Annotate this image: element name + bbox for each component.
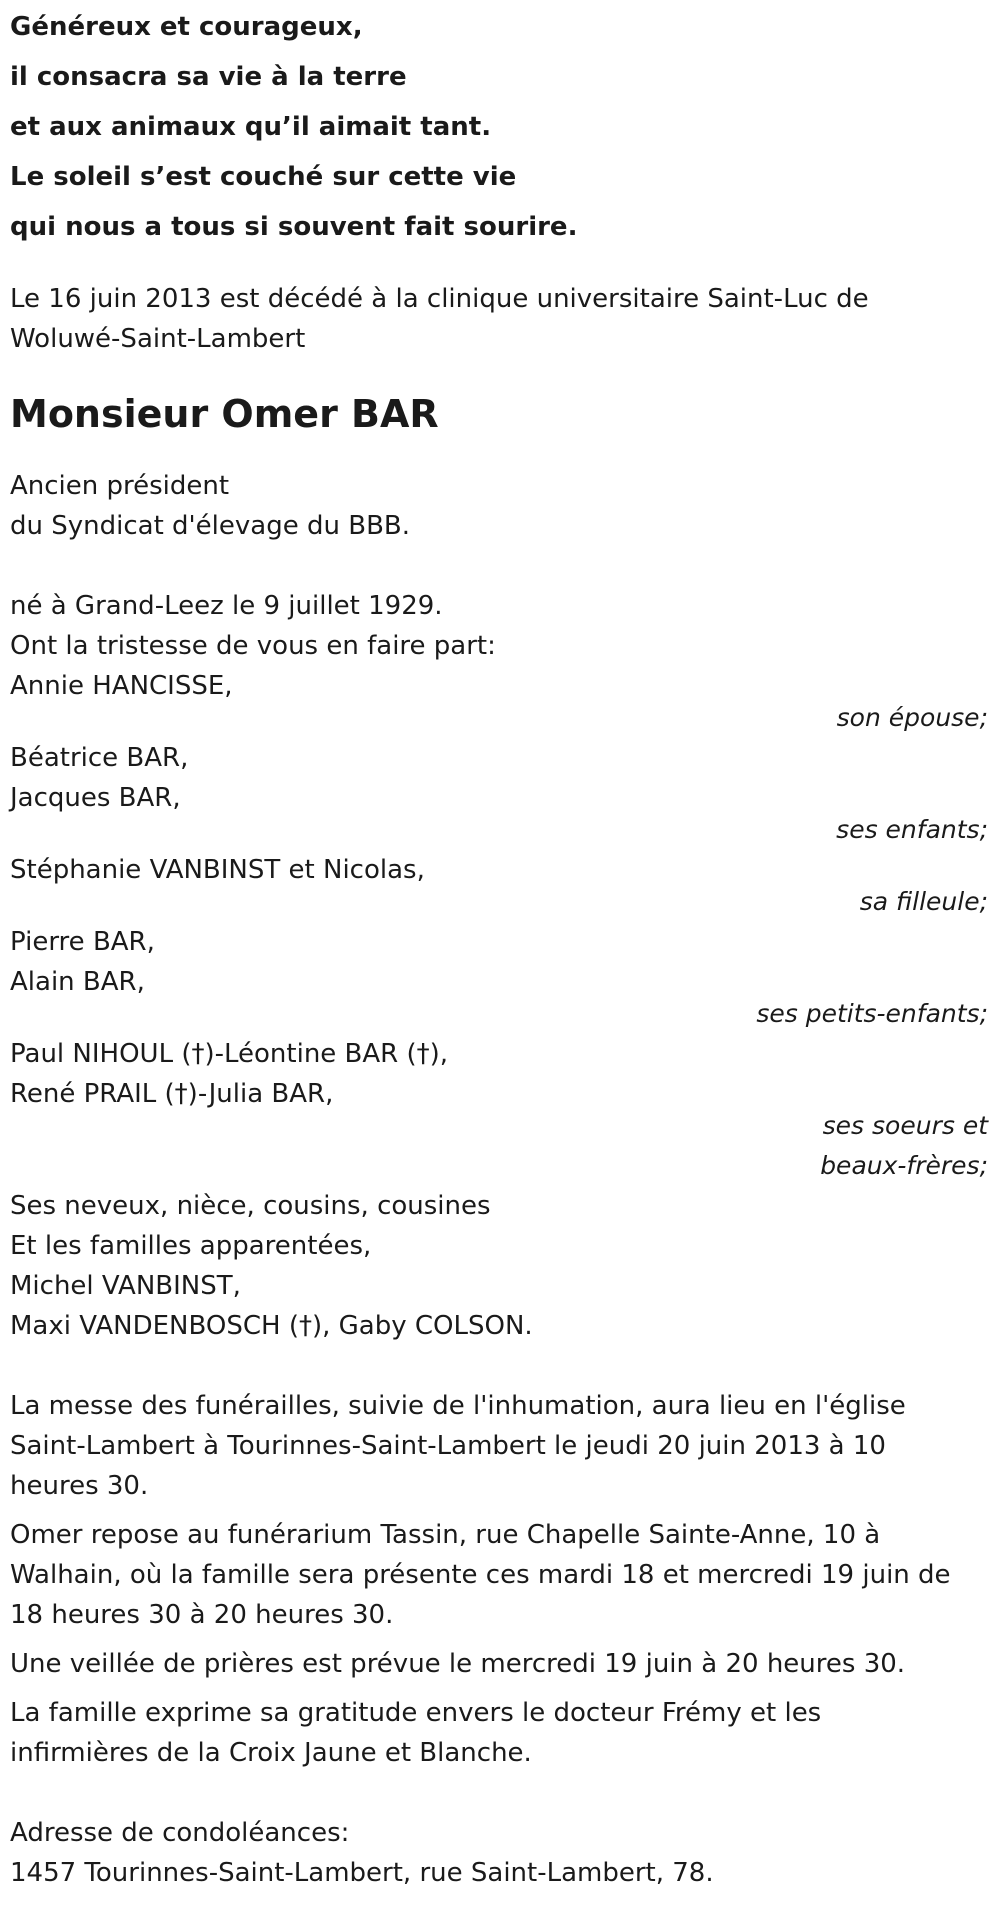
family-list (10, 666, 990, 1186)
family-name: Stéphanie VANBINST et Nicolas, (10, 855, 425, 885)
family-name: Annie HANCISSE, (10, 671, 233, 701)
funerarium-info (10, 1515, 990, 1635)
title-line: du Syndicat d'élevage du BBB. (10, 511, 411, 541)
intro-line: Le 16 juin 2013 est décédé à la clinique universitaire Saint-Luc de (10, 284, 869, 314)
family-relation: ses soeurs et (822, 1111, 988, 1140)
poem-line: et aux animaux qu’il aimait tant. (10, 112, 492, 142)
poem (10, 2, 990, 252)
family-name: Béatrice BAR, (10, 743, 189, 773)
gratitude-line: infirmières de la Croix Jaune et Blanche. (10, 1738, 532, 1768)
family-relation: son épouse; (836, 703, 988, 732)
family-group (10, 738, 990, 850)
funerarium-line: 18 heures 30 à 20 heures 30. (10, 1600, 394, 1630)
intro-line: Woluwé-Saint-Lambert (10, 324, 306, 354)
family-name: René PRAIL (†)-Julia BAR, (10, 1079, 334, 1109)
gratitude (10, 1693, 990, 1773)
family-name: Pierre BAR, (10, 927, 155, 957)
gratitude-line: La famille exprime sa gratitude envers le docteur Frémy et les (10, 1698, 822, 1728)
relative-line: Michel VANBINST, (10, 1271, 241, 1301)
title-line: Ancien président (10, 471, 230, 501)
vigil-info: Une veillée de prières est prévue le mercredi 19 juin à 20 heures 30. (10, 1649, 906, 1679)
deceased-title (10, 466, 990, 546)
condolences-label: Adresse de condoléances: (10, 1818, 350, 1848)
funerarium-line: Omer repose au funérarium Tassin, rue Chapelle Sainte-Anne, 10 à (10, 1520, 881, 1550)
birth-info: né à Grand-Leez le 9 juillet 1929. (10, 591, 443, 621)
family-group (10, 1034, 990, 1186)
other-relatives (10, 1186, 990, 1346)
condolences-address (10, 1813, 990, 1893)
relative-line: Et les familles apparentées, (10, 1231, 372, 1261)
family-group (10, 666, 990, 738)
funeral-line: heures 30. (10, 1471, 149, 1501)
family-name: Alain BAR, (10, 967, 145, 997)
family-relation: beaux-frères; (820, 1151, 988, 1180)
family-group (10, 922, 990, 1034)
funeral-info (10, 1386, 990, 1506)
funeral-line: La messe des funérailles, suivie de l'inhumation, aura lieu en l'église (10, 1391, 906, 1421)
funerarium-line: Walhain, où la famille sera présente ces mardi 18 et mercredi 19 juin de (10, 1560, 951, 1590)
poem-line: Généreux et courageux, (10, 12, 363, 42)
announcement-line: Ont la tristesse de vous en faire part: (10, 631, 496, 661)
family-name: Jacques BAR, (10, 783, 181, 813)
family-relation: ses enfants; (836, 815, 988, 844)
family-name: Paul NIHOUL (†)-Léontine BAR (†), (10, 1039, 449, 1069)
funeral-line: Saint-Lambert à Tourinnes-Saint-Lambert le jeudi 20 juin 2013 à 10 (10, 1431, 886, 1461)
poem-line: il consacra sa vie à la terre (10, 62, 407, 92)
deceased-name: Monsieur Omer BAR (10, 392, 439, 436)
family-group (10, 850, 990, 922)
relative-line: Ses neveux, nièce, cousins, cousines (10, 1191, 491, 1221)
death-announcement (10, 279, 990, 359)
family-relation: sa filleule; (859, 887, 988, 916)
obituary-page (10, 0, 990, 1893)
condolences-address-line: 1457 Tourinnes-Saint-Lambert, rue Saint-Lambert, 78. (10, 1858, 714, 1888)
relative-line: Maxi VANDENBOSCH (†), Gaby COLSON. (10, 1311, 533, 1341)
family-relation: ses petits-enfants; (756, 999, 988, 1028)
poem-line: qui nous a tous si souvent fait sourire. (10, 212, 578, 242)
poem-line: Le soleil s’est couché sur cette vie (10, 162, 517, 192)
